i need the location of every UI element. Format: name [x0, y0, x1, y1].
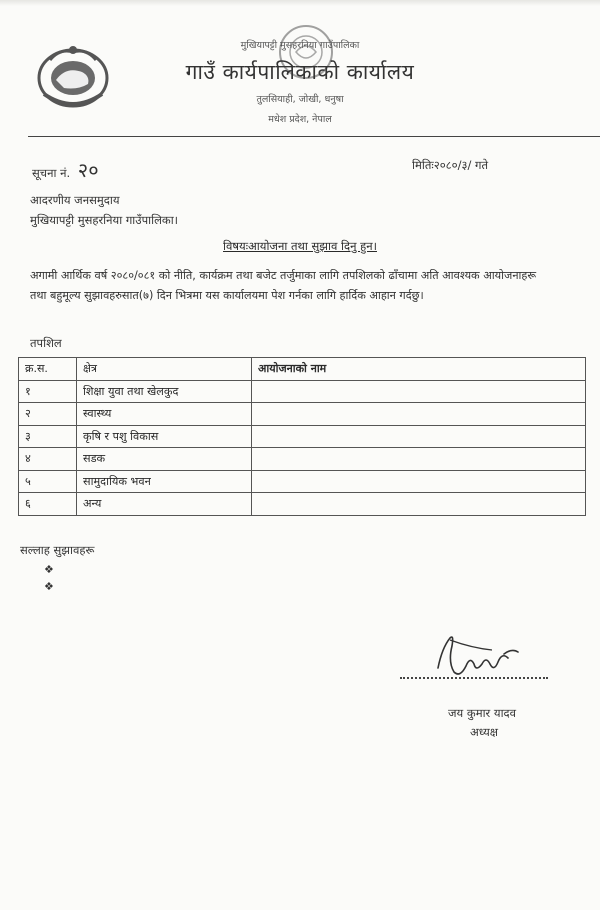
row-serial: ५	[19, 470, 77, 493]
table-row	[19, 493, 586, 516]
signatory-name: जय कुमार यादव	[448, 706, 517, 720]
notice-number-label: सूचना नं.	[32, 166, 71, 180]
col-header-sector: क्षेत्र	[77, 358, 252, 381]
municipality-name: मुखियापट्टी मुसहरनिया गाउँपालिका	[240, 40, 360, 51]
row-project-name	[252, 493, 586, 516]
subject-text: विषयःआयोजना तथा सुझाव दिनु हुन।	[223, 239, 377, 253]
header-divider	[28, 136, 600, 137]
table-row	[19, 448, 586, 471]
handwritten-signature	[432, 628, 522, 682]
row-sector: शिक्षा युवा तथा खेलकुद	[77, 380, 252, 403]
col-header-serial: क्र.स.	[19, 358, 77, 381]
row-sector: स्वास्थ्य	[77, 403, 252, 426]
table-title: तपशिल	[30, 336, 62, 350]
row-project-name	[252, 470, 586, 493]
row-project-name	[252, 448, 586, 471]
office-title: गाउँ कार्यपालिकाको कार्यालय	[185, 60, 415, 84]
row-serial: २	[19, 403, 77, 426]
row-sector: सडक	[77, 448, 252, 471]
row-project-name	[252, 380, 586, 403]
province-name: मधेश प्रदेश, नेपाल	[268, 114, 332, 125]
row-serial: १	[19, 380, 77, 403]
scan-edge	[0, 0, 600, 6]
notice-number-value: २०	[77, 158, 99, 182]
table-row	[19, 470, 586, 493]
office-address: तुलसियाही, जोखी, धनुषा	[256, 94, 344, 105]
row-project-name	[252, 403, 586, 426]
row-sector: सामुदायिक भवन	[77, 470, 252, 493]
table-row	[19, 403, 586, 426]
addressee: मुखियापट्टी मुसहरनिया गाउँपालिका।	[30, 213, 179, 227]
notice-date: मितिः२०८०/३/ गते	[412, 158, 489, 172]
row-sector: अन्य	[77, 493, 252, 516]
row-sector: कृषि र पशु विकास	[77, 425, 252, 448]
bullet-icon: ❖	[44, 563, 54, 576]
row-serial: ३	[19, 425, 77, 448]
salutation: आदरणीय जनसमुदाय	[30, 193, 120, 207]
signature-line	[400, 677, 548, 679]
table-row	[19, 425, 586, 448]
col-header-project-name: आयोजनाको नाम	[252, 358, 586, 381]
row-project-name	[252, 425, 586, 448]
signatory-title: अध्यक्ष	[470, 725, 499, 739]
subject-line	[0, 239, 600, 254]
notice-body: अगामी आर्थिक वर्ष २०८०/०८१ को नीति, कार्यक्रम तथा बजेट तर्जुमाका लागि तपशिलको ढाँचामा अति आवश्यक आयोजनाहरू तथा बहुमूल्य सुझावहरुसात(७) दिन भित्रमा यस कार्यालयमा पेश गर्नका लागि हार्दिक आहान गर्दछु।	[30, 269, 537, 302]
suggestions-label: सल्लाह सुझावहरू	[20, 543, 95, 557]
table-header-row	[19, 358, 586, 381]
row-serial: ६	[19, 493, 77, 516]
row-serial: ४	[19, 448, 77, 471]
table-row	[19, 380, 586, 403]
notice-number	[32, 156, 99, 183]
project-table	[18, 357, 586, 516]
bullet-icon: ❖	[44, 580, 54, 593]
